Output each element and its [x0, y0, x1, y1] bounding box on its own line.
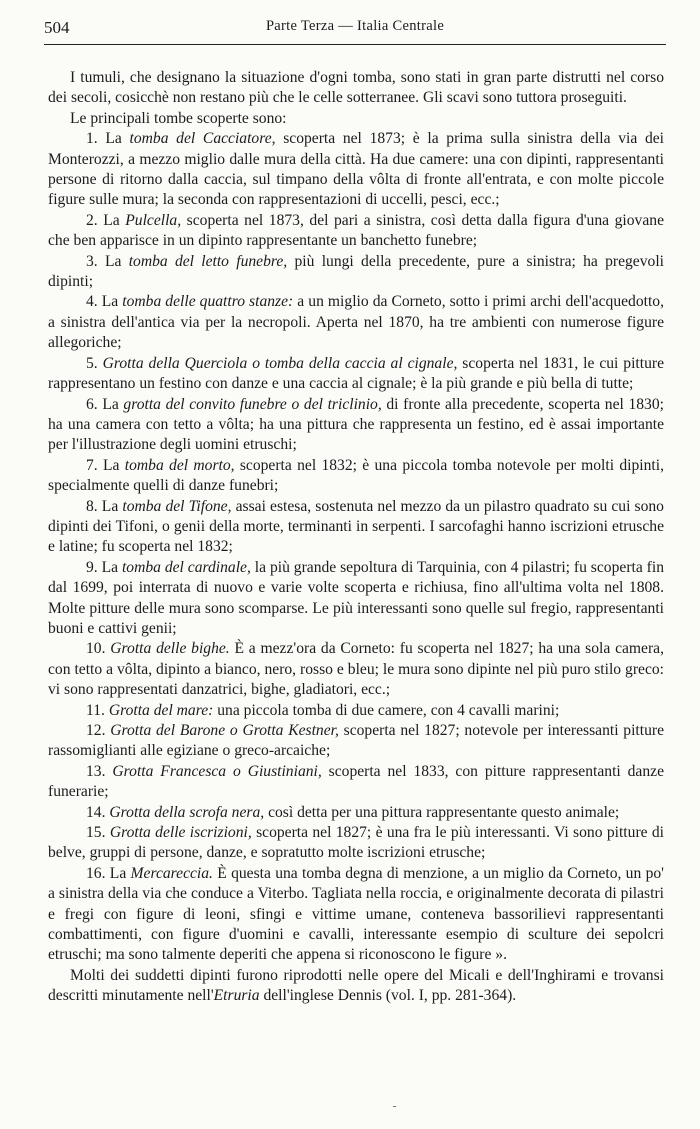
tomb-list — [48, 129, 664, 966]
tomb-description: così detta per una pittura rappresentante questo animale; — [264, 803, 620, 821]
page-header — [44, 14, 666, 40]
tomb-entry — [48, 497, 664, 558]
tomb-description: una piccola tomba di due camere, con 4 cavalli marini; — [213, 701, 560, 719]
tomb-description: È a mezz'ora da Corneto: fu scoperta nel 1827; ha una sola camera, con tetto a vôlta, dipinto a bianco, nero, rosso e bleu; le mura sono dipinte nel più puro stilo greco: vi sono rappresentati danzatrici, bighe, gladiatori, ecc.; — [48, 640, 664, 699]
tomb-entry — [48, 823, 664, 864]
tomb-name: tomba del morto, — [124, 456, 235, 474]
tomb-entry — [48, 354, 664, 395]
tomb-name: tomba delle quattro stanze: — [122, 293, 294, 311]
tomb-entry-number: 4. La — [86, 293, 123, 311]
tomb-description: È questa una tomba degna di menzione, a un miglio da Corneto, un po' a sinistra della via che conduce a Viterbo. Tagliata nella roccia, e originalmente decorata di pilastri e fregi con figure di leoni, sfingi e vittime umane, conteneva bassorilievi rappresentanti combattimenti, con figure d'uomini e cavalli, interessante esempio di sculture dei sepolcri etruschi; ma sono talmente deperiti che appena si riconoscono le figure ». — [48, 864, 664, 964]
tomb-entry-number: 8. La — [86, 497, 123, 515]
tomb-name: grotta del convito funebre o del triclinio, — [123, 395, 382, 413]
tomb-entry — [48, 395, 664, 456]
tomb-entry-number: 6. La — [86, 395, 124, 413]
intro-paragraph: I tumuli, che designano la situazione d'ogni tomba, sono stati in gran parte distrutti nel corso dei secoli, cosicchè non restano più che le celle sotterranee. Gli scavi sono tuttora proseguiti. — [48, 69, 664, 107]
closing-work-title: Etruria — [213, 987, 260, 1005]
tomb-entry — [48, 252, 664, 293]
tomb-name: tomba del letto funebre, — [128, 252, 288, 270]
tomb-name: Grotta della scrofa nera, — [109, 803, 265, 821]
list-heading: Le principali tombe scoperte sono: — [70, 109, 287, 127]
tomb-entry-number: 12. — [86, 722, 111, 739]
tomb-entry — [48, 803, 664, 823]
tomb-entry — [48, 558, 664, 640]
tomb-entry — [48, 721, 664, 762]
tomb-description: assai estesa, sostenuta nel mezzo da un pilastro quadrato su cui sono dipinti dei Tifoni, o genii della morte, terminanti in serpenti. I sarcofaghi hanno iscrizioni etrusche e latine; fu scoperta nel 1832; — [48, 497, 664, 556]
body-text — [48, 68, 664, 1007]
tomb-entry — [48, 701, 664, 721]
tomb-entry-number: 7. La — [86, 456, 125, 474]
closing-paragraph — [48, 966, 664, 1007]
tomb-entry-number: 15. — [86, 824, 110, 842]
tomb-description: scoperta nel 1873; è la prima sulla sinistra della via dei Monterozzi, a mezzo miglio dalle mura della città. Ha due camere: una con dipinti, rappresentanti persone di ritorno dalla caccia, sul timpano della vôlta di fronte all'entrata, e con molte piccole figure sulle mura; la seconda con rappresentazioni di uccelli, pesci, ecc.; — [48, 130, 664, 209]
tomb-description: scoperta nel 1831, le cui pitture rappresentano un festino con danze e una caccia al cignale; è la più grande e più bella di tutte; — [48, 354, 664, 393]
page-mark — [393, 1106, 396, 1107]
tomb-entry-number: 9. La — [86, 558, 122, 576]
tomb-name: Mercareccia. — [130, 864, 213, 882]
tomb-description: scoperta nel 1873, del pari a sinistra, così detta dalla figura d'una giovane che ben apparisce in un dipinto rappresentante un banchetto funebre; — [48, 211, 664, 250]
tomb-description: scoperta nel 1827; notevole per interessanti pitture rassomiglianti alle egiziane o greco-arcaiche; — [48, 722, 665, 760]
tomb-entry — [48, 864, 664, 966]
tomb-description: scoperta nel 1832; è una piccola tomba notevole per molti dipinti, specialmente quelli di danze funebri; — [48, 456, 664, 495]
tomb-name: Grotta Francesca o Giustiniani, — [112, 762, 322, 780]
tomb-name: Grotta delle bighe. — [110, 640, 230, 658]
tomb-description: a un miglio da Corneto, sotto i primi archi dell'acquedotto, a sinistra dell'antica via per la necropoli. Aperta nel 1870, ha tre ambienti con numerose figure allegoriche; — [48, 293, 664, 352]
tomb-description: scoperta nel 1833, con pitture rappresentanti danze funerarie; — [48, 762, 664, 801]
closing-text-before: Molti dei suddetti dipinti furono riprodotti nelle opere del Micali e dell'Inghirami e trovansi descritti minutamente nell' — [48, 966, 664, 1005]
tomb-name: Grotta della Querciola o tomba della caccia al cignale, — [102, 354, 458, 372]
closing-text-after: dell'inglese Dennis (vol. I, pp. 281-364). — [259, 987, 517, 1005]
tomb-description: più lungi della precedente, pure a sinistra; ha pregevoli dipinti; — [48, 252, 664, 291]
tomb-entry-number: 1. La — [86, 130, 130, 148]
tomb-entry-number: 2. La — [86, 211, 126, 229]
tomb-entry-number: 16. La — [86, 864, 131, 882]
tomb-entry — [48, 639, 664, 700]
tomb-entry-number: 10. — [86, 640, 111, 658]
tomb-name: tomba del cardinale, — [121, 558, 251, 576]
tomb-description: la più grande sepoltura di Tarquinia, con 4 pilastri; fu scoperta fin dal 1699, poi interrata di nuovo e varie volte scoperta e richiusa, fino all'ultima volta nel 1808. Molte pitture delle mura sono scomparse. Le più interessanti sono quelle sul fregio, rappresentanti buoni e cattivi genii; — [48, 558, 664, 637]
tomb-entry-number: 3. La — [86, 252, 129, 270]
tomb-entry — [48, 456, 664, 497]
page-number: 504 — [44, 18, 70, 37]
tomb-entry-number: 13. — [86, 762, 113, 780]
tomb-name: tomba del Cacciatore, — [129, 130, 276, 148]
tomb-entry — [48, 762, 664, 803]
tomb-name: Grotta del Barone o Grotta Kestner, — [110, 722, 339, 739]
tomb-name: Pulcella, — [125, 211, 182, 229]
tomb-entry — [48, 211, 664, 252]
tomb-description: di fronte alla precedente, scoperta nel 1830; ha una camera con tetto a vôlta; ha una pittura che rappresenta un festino, ed è assai importante per l'illustrazione degli uomini etruschi; — [48, 395, 664, 454]
tomb-entry-number: 11. — [86, 701, 109, 719]
tomb-entry — [48, 292, 664, 353]
tomb-description: scoperta nel 1827; è una fra le più interessanti. Vi sono pitture di belve, gruppi di persone, danze, e sopratutto molte iscrizioni etrusche; — [48, 824, 665, 862]
header-rule — [44, 44, 666, 45]
tomb-name: Grotta del mare: — [108, 701, 214, 719]
tomb-entry — [48, 129, 664, 211]
running-title: Parte Terza — Italia Centrale — [265, 18, 445, 34]
tomb-entry-number: 5. — [86, 354, 103, 372]
tomb-entry-number: 14. — [86, 803, 110, 821]
tomb-name: tomba del Tifone, — [122, 497, 232, 515]
tomb-name: Grotta delle iscrizioni, — [109, 824, 252, 842]
